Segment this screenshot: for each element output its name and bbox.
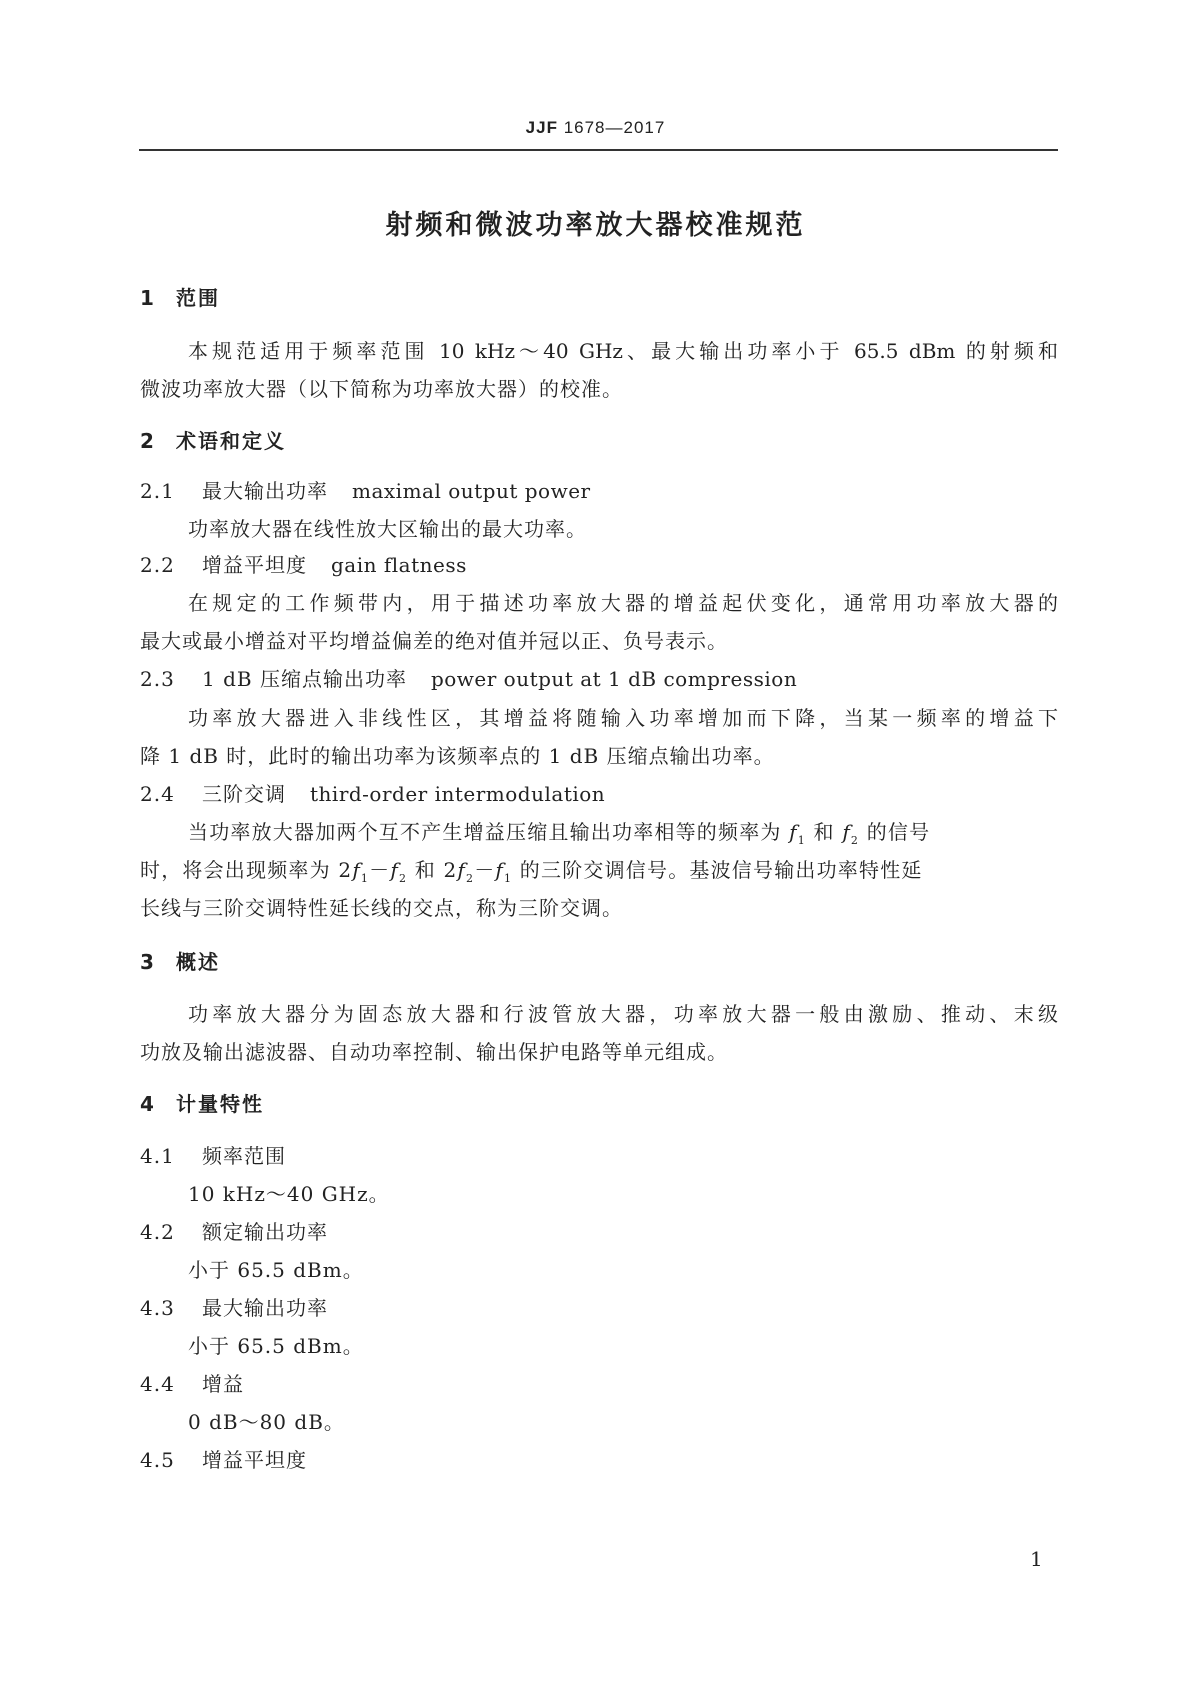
definition-2-2-body-line-2: 最大或最小增益对平均增益偏差的绝对值并冠以正、负号表示。	[140, 629, 728, 653]
subscript: 1	[504, 872, 513, 885]
standard-number: 1678—2017	[563, 118, 666, 137]
subscript: 2	[398, 872, 408, 885]
text-run: 和	[813, 820, 835, 844]
term-zh: 三阶交调	[202, 782, 286, 806]
symbol-f: f	[352, 858, 361, 882]
definition-2-3-body-line-2: 降 1 dB 时，此时的输出功率为该频率点的 1 dB 压缩点输出功率。	[140, 744, 775, 768]
definition-2-3-body-line-1: 功率放大器进入非线性区，其增益将随输入功率增加而下降，当某一频率的增益下	[188, 706, 1058, 730]
coefficient: 2	[443, 858, 458, 882]
item-4-3-value: 小于 65.5 dBm。	[188, 1334, 364, 1358]
minus-sign: －	[474, 858, 496, 882]
minus-sign: －	[369, 858, 391, 882]
section-number: 1	[140, 286, 156, 310]
symbol-f: f	[495, 858, 505, 882]
text-run: 的信号	[866, 820, 931, 844]
item-4-2-heading	[140, 1216, 328, 1245]
page-number: 1	[1030, 1547, 1043, 1571]
text-run: 和	[414, 858, 436, 882]
section-2-heading	[140, 425, 286, 454]
standard-code: JJF	[525, 118, 558, 137]
section-title: 范围	[176, 286, 220, 310]
subscript: 1	[797, 834, 806, 847]
section-title: 术语和定义	[176, 429, 286, 453]
page-title: 射频和微波功率放大器校准规范	[385, 210, 806, 241]
definition-2-4-heading	[140, 778, 605, 807]
document-header	[0, 118, 1191, 138]
term-en: third-order intermodulation	[310, 782, 606, 806]
item-4-4-heading	[140, 1368, 244, 1397]
subscript: 1	[360, 872, 370, 885]
symbol-f: f	[390, 858, 399, 882]
symbol-f: f	[457, 858, 467, 882]
subsection-number: 4.3	[140, 1296, 175, 1320]
subsection-number: 2.1	[140, 479, 175, 503]
term-en: power output at 1 dB compression	[430, 667, 798, 691]
subsection-number: 4.2	[140, 1220, 175, 1244]
symbol-f: f	[842, 820, 851, 844]
section-title: 概述	[176, 950, 220, 974]
item-4-2-value: 小于 65.5 dBm。	[188, 1258, 364, 1282]
definition-2-1-heading	[140, 475, 591, 504]
term-zh: 最大输出功率	[202, 479, 328, 503]
item-4-4-value: 0 dB～80 dB。	[188, 1410, 345, 1434]
item-label: 增益平坦度	[202, 1448, 307, 1472]
subsection-number: 4.5	[140, 1448, 175, 1472]
item-label: 频率范围	[202, 1144, 286, 1168]
section-4-heading	[140, 1088, 264, 1117]
subsection-number: 2.2	[140, 553, 175, 577]
definition-2-3-heading	[140, 663, 797, 692]
term-en: maximal output power	[352, 479, 591, 503]
subsection-number: 2.3	[140, 667, 175, 691]
item-label: 最大输出功率	[202, 1296, 328, 1320]
subsection-number: 4.4	[140, 1372, 175, 1396]
definition-2-4-body-line-2	[140, 854, 923, 885]
section-number: 2	[140, 429, 156, 453]
subscript: 2	[850, 834, 860, 847]
definition-2-4-body-line-1	[188, 816, 930, 847]
text-run: 时，将会出现频率为	[140, 858, 331, 882]
definition-2-2-body-line-1: 在规定的工作频带内，用于描述功率放大器的增益起伏变化，通常用功率放大器的	[188, 591, 1058, 615]
item-label: 额定输出功率	[202, 1220, 328, 1244]
section-title: 计量特性	[176, 1092, 264, 1116]
item-4-1-value: 10 kHz～40 GHz。	[188, 1182, 390, 1206]
scope-paragraph-line-2: 微波功率放大器（以下简称为功率放大器）的校准。	[140, 377, 623, 401]
section-1-heading	[140, 282, 220, 311]
text-run: 当功率放大器加两个互不产生增益压缩且输出功率相等的频率为	[188, 820, 782, 844]
term-zh: 1 dB 压缩点输出功率	[202, 667, 407, 691]
scope-paragraph-line-1: 本规范适用于频率范围 10 kHz～40 GHz、最大输出功率小于 65.5 dBm 的射频和	[188, 339, 1058, 363]
definition-2-4-body-line-3: 长线与三阶交调特性延长线的交点，称为三阶交调。	[140, 896, 623, 920]
subscript: 2	[466, 872, 475, 885]
coefficient: 2	[338, 858, 353, 882]
section-number: 4	[140, 1092, 156, 1116]
term-zh: 增益平坦度	[202, 553, 307, 577]
header-rule	[139, 149, 1058, 151]
overview-paragraph-line-2: 功放及输出滤波器、自动功率控制、输出保护电路等单元组成。	[140, 1040, 728, 1064]
item-4-1-heading	[140, 1140, 286, 1169]
subsection-number: 4.1	[140, 1144, 175, 1168]
item-label: 增益	[202, 1372, 244, 1396]
section-number: 3	[140, 950, 156, 974]
text-run: 的三阶交调信号。基波信号输出功率特性延	[519, 858, 923, 882]
overview-paragraph-line-1: 功率放大器分为固态放大器和行波管放大器，功率放大器一般由激励、推动、末级	[188, 1002, 1058, 1026]
symbol-f: f	[789, 820, 798, 844]
subsection-number: 2.4	[140, 782, 175, 806]
term-en: gain flatness	[331, 553, 467, 577]
definition-2-2-heading	[140, 549, 467, 578]
item-4-3-heading	[140, 1292, 328, 1321]
item-4-5-heading	[140, 1444, 307, 1473]
section-3-heading	[140, 946, 220, 975]
definition-2-1-body: 功率放大器在线性放大区输出的最大功率。	[188, 517, 587, 541]
